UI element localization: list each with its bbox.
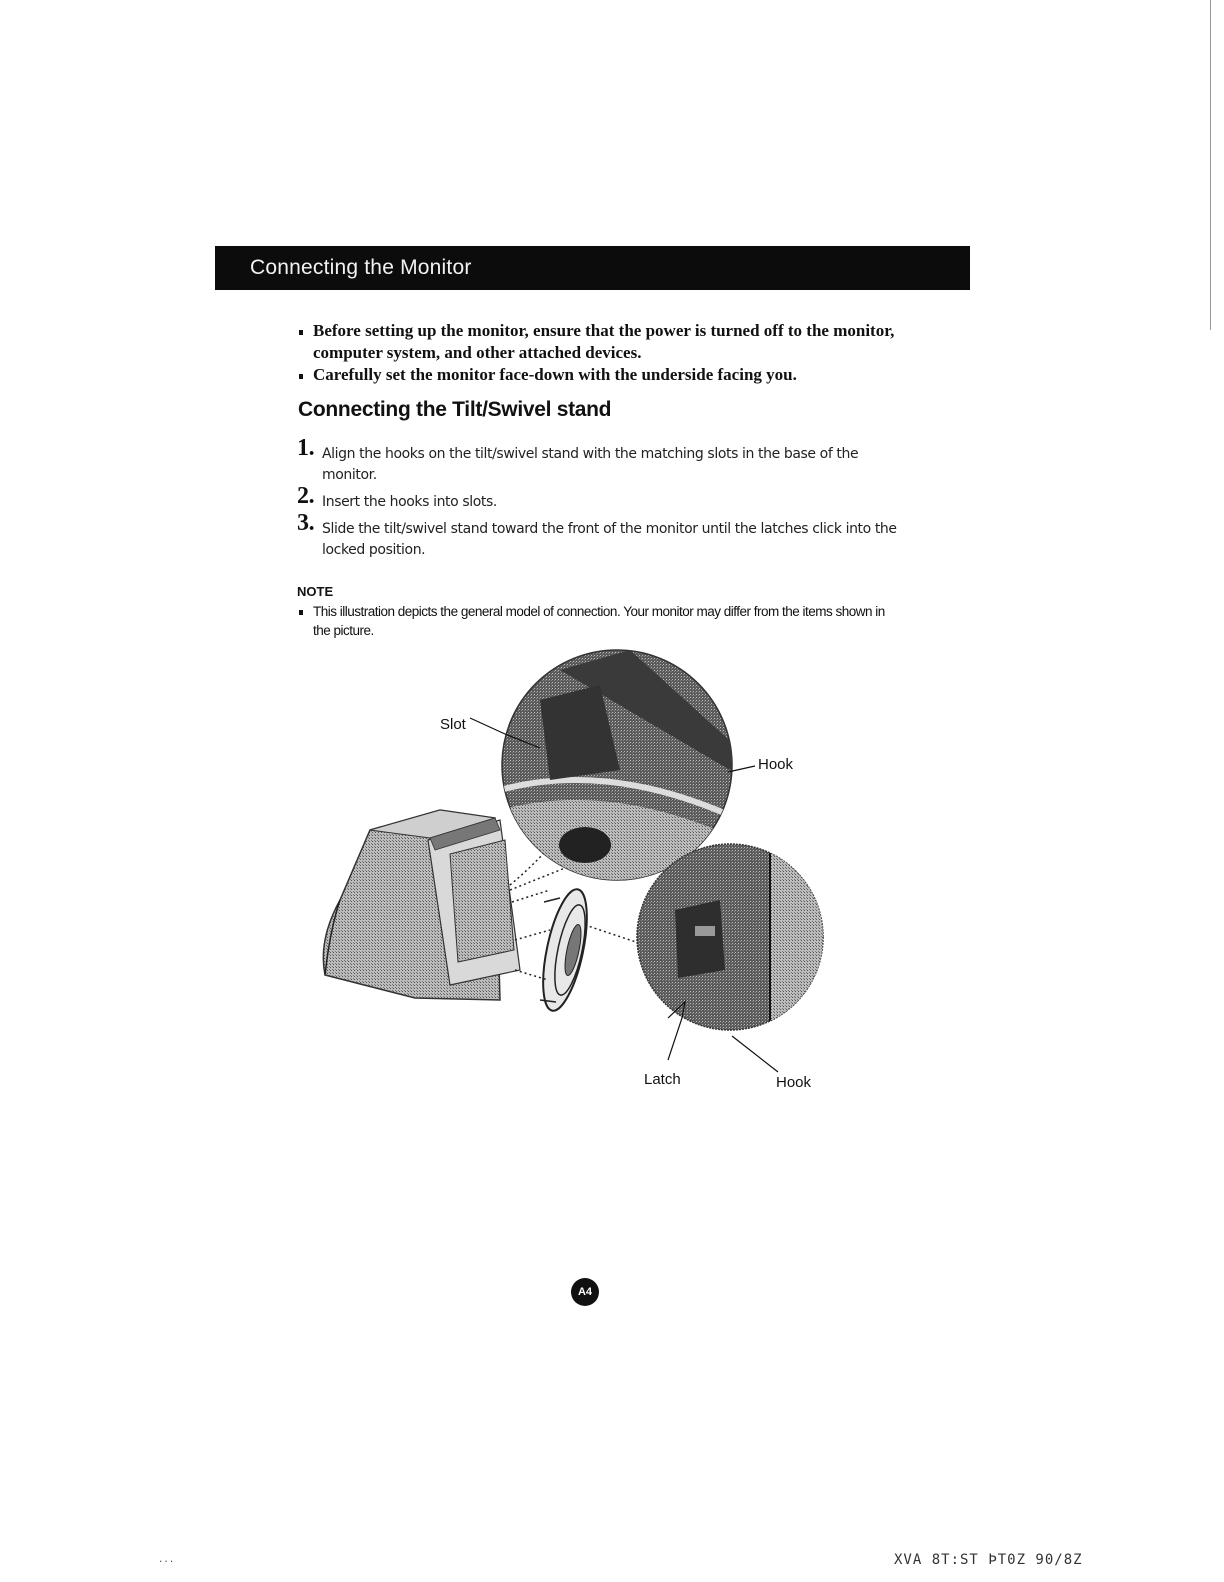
step-text: Insert the hooks into slots. — [322, 494, 497, 510]
bullet-icon — [299, 610, 303, 615]
monitor-drawing — [323, 810, 520, 1000]
subheading: Connecting the Tilt/Swivel stand — [298, 398, 612, 421]
step-text: Slide the tilt/swivel stand toward the front of the monitor until the latches click into the locked position. — [322, 521, 897, 558]
note-item — [297, 602, 897, 640]
callout-slot: Slot — [440, 716, 466, 733]
stand-drawing — [535, 886, 596, 1015]
step-number: 1. — [297, 435, 315, 461]
step-number: 2. — [297, 483, 315, 509]
step-text: Align the hooks on the tilt/swivel stand with the matching slots in the base of the monitor. — [322, 446, 859, 483]
section-title: Connecting the Monitor — [250, 256, 472, 279]
callout-hook-bottom: Hook — [776, 1074, 812, 1091]
note-text: This illustration depicts the general model of connection. Your monitor may differ from the items shown in the picture. — [313, 604, 885, 638]
warning-text: Carefully set the monitor face-down with the underside facing you. — [313, 365, 797, 384]
bullet-icon — [299, 330, 303, 335]
fax-mark: ... — [158, 1555, 175, 1565]
note-label: NOTE — [297, 584, 334, 599]
callout-latch: Latch — [644, 1071, 681, 1088]
page-number-badge: A4 — [571, 1278, 599, 1306]
note-body — [297, 602, 897, 640]
step-number: 3. — [297, 510, 315, 536]
step-item — [297, 435, 897, 486]
scan-edge-line — [1210, 0, 1211, 330]
bullet-icon — [299, 374, 303, 379]
step-item — [297, 483, 897, 513]
zoom-detail-bottom — [637, 840, 830, 1040]
step-list — [297, 435, 897, 567]
warning-item — [297, 320, 897, 364]
callout-hook-top: Hook — [758, 756, 794, 773]
warning-text: Before setting up the monitor, ensure that the power is turned off to the monitor, computer system, and other attached devices. — [313, 321, 895, 362]
stand-illustration — [300, 640, 860, 1100]
step-item — [297, 510, 897, 561]
fax-footer: XVA 8T:ST ÞT0Z 90/8Z — [894, 1552, 1083, 1568]
section-title-bar — [215, 246, 970, 290]
warning-list — [297, 320, 897, 386]
warning-item — [297, 364, 897, 386]
